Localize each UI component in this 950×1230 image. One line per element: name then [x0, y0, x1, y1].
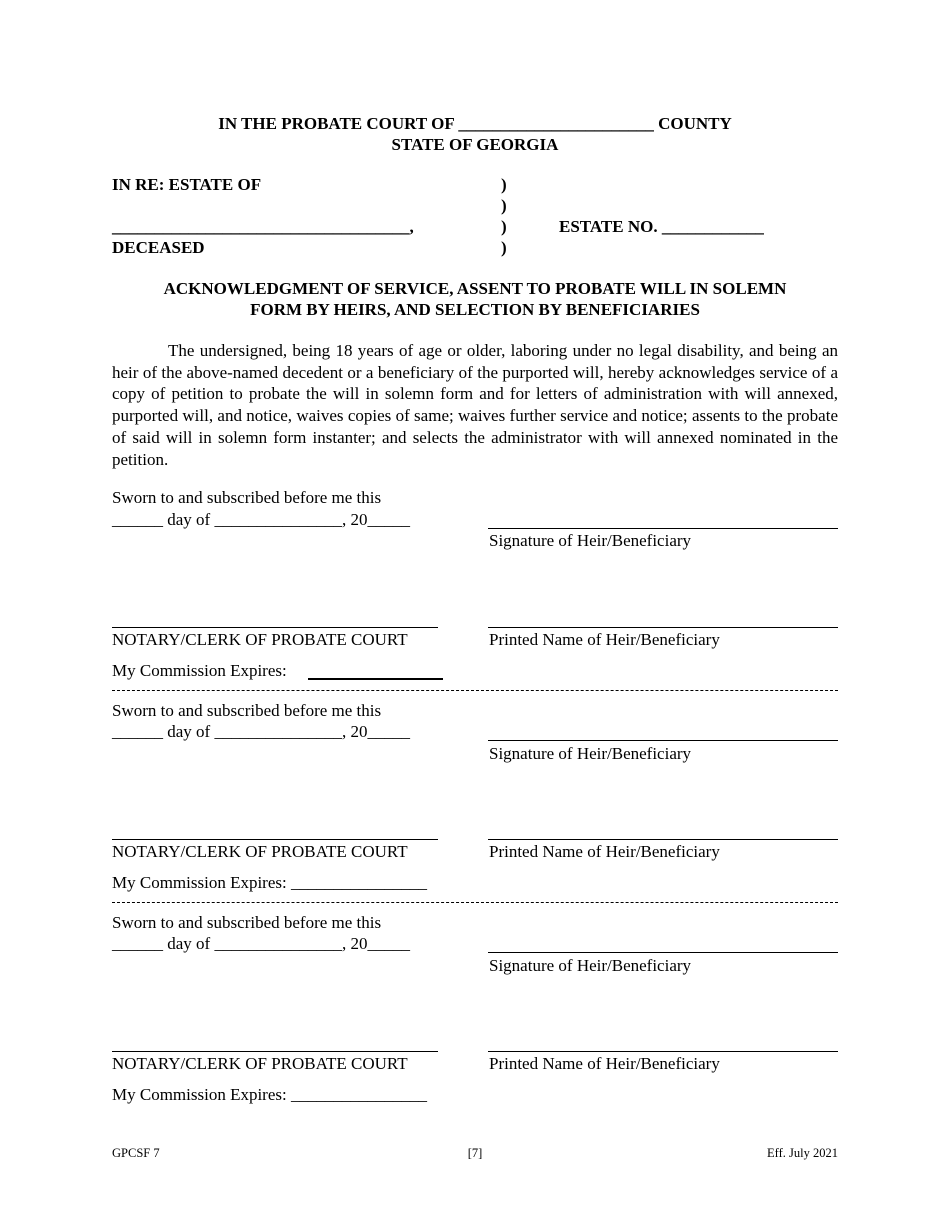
printed-name-line: [488, 627, 838, 628]
printed-name-label: Printed Name of Heir/Beneficiary: [489, 630, 720, 649]
notary-label: NOTARY/CLERK OF PROBATE COURT: [112, 630, 408, 649]
signature-line: [488, 952, 838, 953]
printed-name-line: [488, 1051, 838, 1052]
notary-signature-line: [112, 1051, 438, 1052]
commission-expires-label: My Commission Expires:: [112, 661, 287, 680]
commission-expires-line: [308, 678, 443, 680]
commission-expires-label: My Commission Expires: ________________: [112, 1085, 427, 1104]
notary-date-line: ______ day of _______________, 20_____: [112, 722, 410, 741]
deceased-label: DECEASED: [112, 238, 205, 257]
sworn-statement: Sworn to and subscribed before me this: [112, 701, 382, 720]
in-re-label: IN RE: ESTATE OF: [112, 175, 262, 194]
caption-paren: ): [501, 238, 507, 257]
document-title-line1: ACKNOWLEDGMENT OF SERVICE, ASSENT TO PROBATE WILL IN SOLEMN: [163, 279, 787, 298]
caption-paren: ): [501, 196, 507, 215]
signature-line: [488, 528, 838, 529]
state-heading: STATE OF GEORGIA: [391, 135, 559, 154]
form-id: GPCSF 7: [112, 1146, 160, 1160]
notary-signature-line: [112, 627, 438, 628]
document-title-line2: FORM BY HEIRS, AND SELECTION BY BENEFICIARIES: [250, 300, 700, 319]
sworn-statement: Sworn to and subscribed before me this: [112, 913, 382, 932]
sworn-statement: Sworn to and subscribed before me this: [112, 488, 382, 507]
caption-paren: ): [501, 175, 507, 194]
caption-paren: ): [501, 217, 507, 236]
notary-date-line: ______ day of _______________, 20_____: [112, 510, 410, 529]
decedent-name-blank: ___________________________________,: [112, 217, 414, 236]
page-number: [7]: [467, 1146, 483, 1160]
notary-date-line: ______ day of _______________, 20_____: [112, 934, 410, 953]
notary-label: NOTARY/CLERK OF PROBATE COURT: [112, 842, 408, 861]
notary-label: NOTARY/CLERK OF PROBATE COURT: [112, 1054, 408, 1073]
court-heading: IN THE PROBATE COURT OF _______________________ COUNTY: [218, 114, 732, 133]
section-divider: [112, 690, 838, 691]
signature-line: [488, 740, 838, 741]
section-divider: [112, 902, 838, 903]
acknowledgment-paragraph: The undersigned, being 18 years of age or older, laboring under no legal disability, and being an heir of the above-named decedent or a beneficiary of the purported will, hereby acknowledges service of a copy of petition to probate the will in solemn form and for letters of administration with will annexed, purported will, and notice, waives copies of same; waives further service and notice; assents to the probate of said will in solemn form instanter; and selects the administrator with will annexed nominated in the petition.: [112, 341, 838, 469]
notary-signature-line: [112, 839, 438, 840]
printed-name-line: [488, 839, 838, 840]
commission-expires-label: My Commission Expires: ________________: [112, 873, 427, 892]
estate-number: ESTATE NO. ____________: [559, 217, 764, 236]
signature-label: Signature of Heir/Beneficiary: [489, 744, 692, 763]
printed-name-label: Printed Name of Heir/Beneficiary: [489, 1054, 720, 1073]
printed-name-label: Printed Name of Heir/Beneficiary: [489, 842, 720, 861]
signature-label: Signature of Heir/Beneficiary: [489, 956, 692, 975]
signature-label: Signature of Heir/Beneficiary: [489, 531, 692, 550]
effective-date: Eff. July 2021: [767, 1146, 838, 1160]
